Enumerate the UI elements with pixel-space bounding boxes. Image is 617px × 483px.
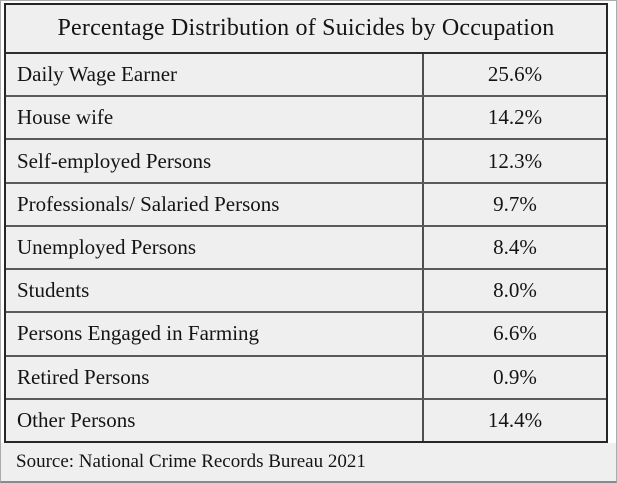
percentage-value: 25.6% [487,62,543,87]
table-row [6,357,606,400]
percentage-value: 8.4% [493,234,537,259]
occupation-label: Other Persons [6,400,424,441]
table-body [6,54,606,441]
occupation-label: House wife [6,97,424,138]
table-row [6,227,606,270]
source-note: Source: National Crime Records Bureau 2021 [1,443,616,481]
table-row [6,313,606,356]
occupation-label: Daily Wage Earner [6,54,424,95]
percentage-value: 14.2% [487,105,543,130]
percentage-value: 12.3% [487,148,543,173]
occupation-label: Retired Persons [6,357,424,398]
table-row [6,400,606,441]
occupation-label: Professionals/ Salaried Persons [6,184,424,225]
percentage-value: 14.4% [487,407,543,432]
percentage-value: 6.6% [493,321,537,346]
percentage-value: 0.9% [493,364,537,389]
suicides-by-occupation-table [4,3,608,443]
percentage-value: 9.7% [493,191,537,216]
table-row [6,184,606,227]
occupation-label: Students [6,270,424,311]
table-row [6,140,606,183]
table-row [6,270,606,313]
percentage-value: 8.0% [493,278,537,303]
table-title: Percentage Distribution of Suicides by Occupation [6,5,606,54]
table-row [6,97,606,140]
occupation-label: Unemployed Persons [6,227,424,268]
table-row [6,54,606,97]
occupation-label: Persons Engaged in Farming [6,313,424,354]
occupation-label: Self-employed Persons [6,140,424,181]
